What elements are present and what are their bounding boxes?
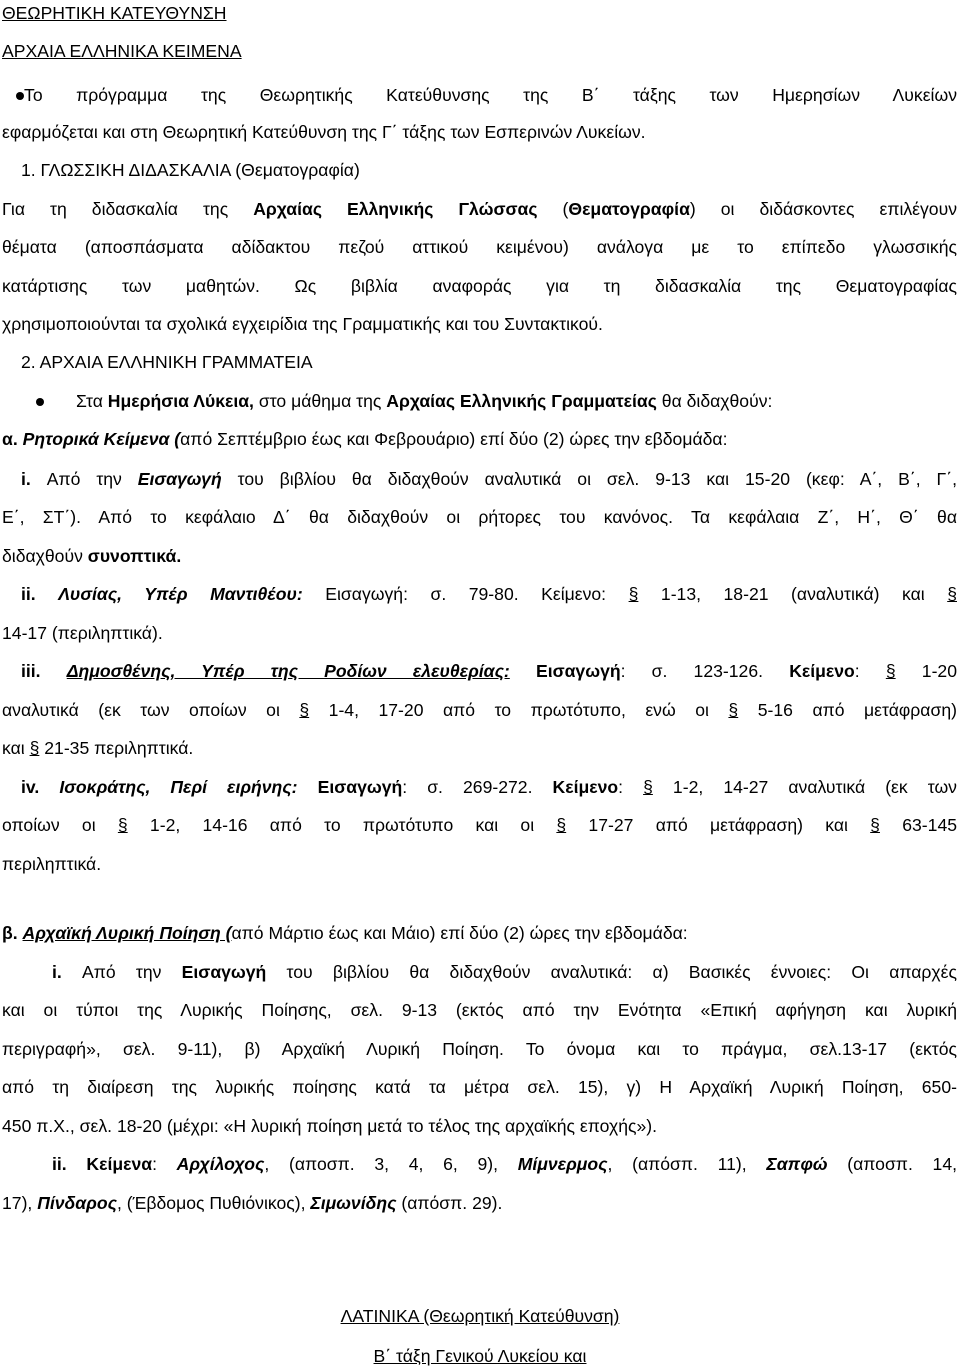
- section1-line-1: Για τη διδασκαλία της Αρχαίας Ελληνικής Γλώσσας (Θεματογραφία) οι διδάσκοντες επιλέγουν: [2, 199, 958, 219]
- beta-i-line-3: περιγραφή», σελ. 9-11), β) Αρχαϊκή Λυρική Ποίηση. Το όνομα και το πράγμα, σελ.13-17 (εκτός: [2, 1039, 957, 1059]
- beta-i-line-1: i. Από την Εισαγωγή του βιβλίου θα διδαχθούν αναλυτικά: α) Βασικές έννοιες: Οι απαρχές: [52, 962, 957, 982]
- item-iii-line-2: αναλυτικά (εκ των οποίων οι § 1-4, 17-20 από το πρωτότυπο, ενώ οι § 5-16 από μετάφραση): [2, 700, 957, 720]
- heading-ancient-greek-texts: ΑΡΧΑΙΑ ΕΛΛΗΝΙΚΑ ΚΕΙΜΕΝΑ: [2, 41, 242, 61]
- item-i-line-2: Ε΄, ΣΤ΄). Από το κεφάλαιο Δ΄ θα διδαχθούν οι ρήτορες του κανόνος. Τα κεφάλαια Ζ΄, Η΄, Θ΄ θα: [2, 507, 957, 527]
- section2-title: 2. ΑΡΧΑΙΑ ΕΛΛΗΝΙΚΗ ΓΡΑΜΜΑΤΕΙΑ: [21, 352, 313, 372]
- intro-line-2: εφαρμόζεται και στη Θεωρητική Κατεύθυνση της Γ΄ τάξης των Εσπερινών Λυκείων.: [2, 122, 646, 142]
- item-iv-line-1: iv. Ισοκράτης, Περί ειρήνης: Εισαγωγή: σ. 269-272. Κείμενο: § 1-2, 14-27 αναλυτικά (εκ των: [21, 777, 957, 797]
- bullet-icon: [16, 92, 24, 100]
- beta-ii-line-1: ii. Κείμενα: Αρχίλοχος, (αποσπ. 3, 4, 6, 9), Μίμνερμος, (απόσπ. 11), Σαπφώ (αποσπ. 14,: [52, 1154, 958, 1174]
- item-ii-line-2: 14-17 (περιληπτικά).: [2, 623, 163, 643]
- item-iii-line-3: και § 21-35 περιληπτικά.: [2, 738, 194, 758]
- beta-heading: β. Αρχαϊκή Λυρική Ποίηση (από Μάρτιο έως και Μάιο) επί δύο (2) ώρες την εβδομάδα:: [2, 923, 688, 943]
- beta-i-line-4: από τη διαίρεση της λυρικής ποίησης κατά τα μέτρα σελ. 15), γ) Η Αρχαϊκή Λυρική Ποίηση, 650-: [2, 1077, 957, 1097]
- item-iv-line-2: οποίων οι § 1-2, 14-16 από το πρωτότυπο και οι § 17-27 από μετάφραση) και § 63-145: [2, 815, 958, 835]
- beta-i-line-5: 450 π.Χ., σελ. 18-20 (μέχρι: «Η λυρική ποίηση μετά το τέλος της αρχαϊκής εποχής»).: [2, 1116, 657, 1136]
- bullet-icon: [36, 398, 44, 406]
- intro-line-1: Το πρόγραμμα της Θεωρητικής Κατεύθυνσης της Β΄ τάξης των Ημερησίων Λυκείων: [16, 84, 960, 106]
- section1-line-3: κατάρτισης των μαθητών. Ως βιβλία αναφοράς για τη διδασκαλία της Θεματογραφίας: [2, 276, 957, 296]
- section1-title: 1. ΓΛΩΣΣΙΚΗ ΔΙΔΑΣΚΑΛΙΑ (Θεματογραφία): [21, 160, 360, 180]
- section2-bullet: Στα Ημερήσια Λύκεια, στο μάθημα της Αρχαίας Ελληνικής Γραμματείας θα διδαχθούν:: [36, 390, 960, 412]
- item-i-line-3: διδαχθούν συνοπτικά.: [2, 546, 182, 566]
- heading-theoretical-direction: ΘΕΩΡΗΤΙΚΗ ΚΑΤΕΥΘΥΝΣΗ: [2, 3, 227, 23]
- section1-line-4: χρησιμοποιούνται τα σχολικά εγχειρίδια της Γραμματικής και του Συντακτικού.: [2, 314, 603, 334]
- latin-title: ΛΑΤΙΝΙΚΑ (Θεωρητική Κατεύθυνση): [340, 1306, 620, 1326]
- beta-i-line-2: και οι τύποι της Λυρικής Ποίησης, σελ. 9-13 (εκτός από την Ενότητα «Επική αφήγηση και λυρική: [2, 1000, 957, 1020]
- beta-ii-line-2: 17), Πίνδαρος, (Έβδομος Πυθιόνικος), Σιμωνίδης (απόσπ. 29).: [2, 1193, 503, 1213]
- item-ii-line-1: ii. Λυσίας, Υπέρ Μαντιθέου: Εισαγωγή: σ. 79-80. Κείμενο: § 1-13, 18-21 (αναλυτικά) και §: [21, 584, 957, 604]
- latin-subtitle: Β΄ τάξη Γενικού Λυκείου και: [373, 1346, 587, 1366]
- section1-line-2: θέματα (αποσπάσματα αδίδακτου πεζού αττικού κειμένου) ανάλογα με το επίπεδο γλωσσικής: [2, 237, 957, 257]
- item-i-line-1: i. Από την Εισαγωγή του βιβλίου θα διδαχθούν αναλυτικά οι σελ. 9-13 και 15-20 (κεφ: Α΄, Β΄, Γ΄,: [21, 469, 957, 489]
- item-iii-line-1: iii. Δημοσθένης, Υπέρ της Ροδίων ελευθερίας: Εισαγωγή: σ. 123-126. Κείμενο: § 1-20: [21, 661, 957, 681]
- alpha-heading: α. Ρητορικά Κείμενα (από Σεπτέμβριο έως και Φεβρουάριο) επί δύο (2) ώρες την εβδομάδα:: [2, 429, 728, 449]
- item-iv-line-3: περιληπτικά.: [2, 854, 102, 874]
